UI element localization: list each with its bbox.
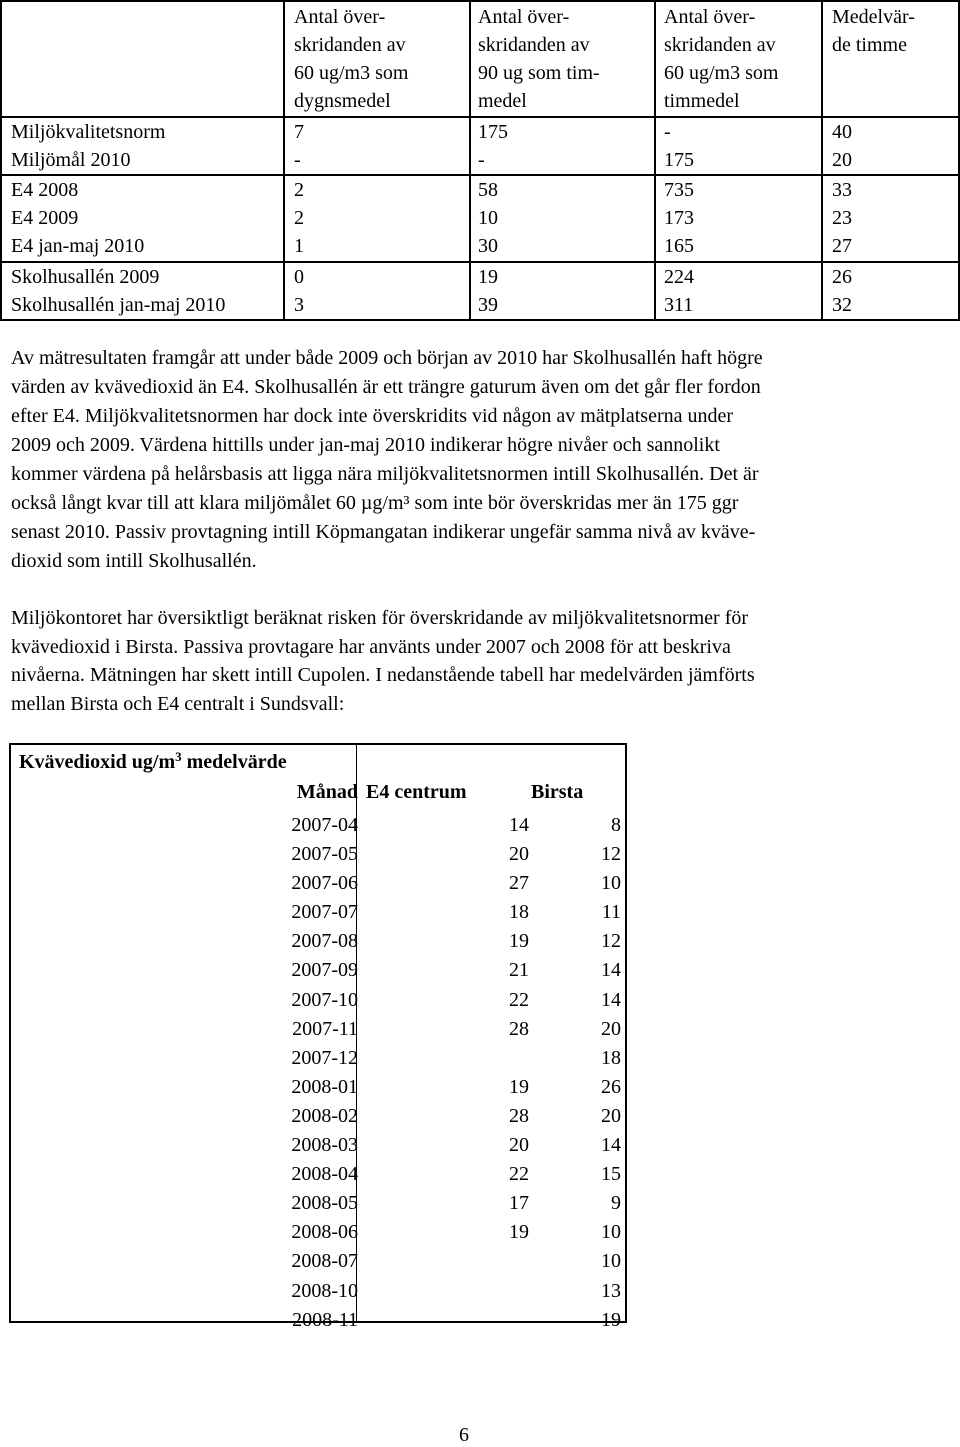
table-row bbox=[11, 956, 625, 985]
e4-value-cell: 20 bbox=[509, 843, 529, 866]
birsta-value-cell: 12 bbox=[601, 843, 621, 866]
month-cell: 2008-05 bbox=[291, 1192, 358, 1215]
table-row bbox=[11, 1102, 625, 1131]
month-cell: 2007-08 bbox=[291, 930, 358, 953]
month-cell: 2008-01 bbox=[291, 1075, 358, 1098]
table-row bbox=[11, 898, 625, 927]
month-cell: 2007-11 bbox=[292, 1017, 358, 1040]
table-cell: 224 bbox=[664, 266, 694, 288]
birsta-value-cell: 26 bbox=[601, 1075, 621, 1098]
table-cell: 19 bbox=[478, 266, 498, 288]
row-label: Skolhusallén 2009 bbox=[11, 266, 160, 288]
table-cell: 32 bbox=[832, 294, 852, 316]
month-cell: 2007-06 bbox=[291, 872, 358, 895]
table-cell: 0 bbox=[294, 266, 304, 288]
table-cell: 311 bbox=[664, 294, 694, 316]
column-divider bbox=[283, 0, 285, 320]
table-row bbox=[11, 1247, 625, 1276]
table-cell: 173 bbox=[664, 207, 694, 229]
month-cell: 2008-11 bbox=[292, 1308, 358, 1331]
birsta-value-cell: 9 bbox=[611, 1192, 621, 1215]
text-line: dioxid som intill Skolhusallén. bbox=[11, 550, 257, 572]
e4-value-cell: 22 bbox=[509, 988, 529, 1011]
table-border bbox=[0, 0, 2, 320]
e4-value-cell: 28 bbox=[509, 1017, 529, 1040]
birsta-value-cell: 10 bbox=[601, 872, 621, 895]
e4-value-cell: 20 bbox=[509, 1134, 529, 1157]
e4-value-cell: 28 bbox=[509, 1104, 529, 1127]
e4-value-cell: 18 bbox=[509, 901, 529, 924]
table-body bbox=[11, 811, 625, 1335]
table-cell: 3 bbox=[294, 294, 304, 316]
month-cell: 2007-10 bbox=[291, 988, 358, 1011]
birsta-value-cell: 13 bbox=[601, 1279, 621, 1302]
table-cell: 58 bbox=[478, 179, 498, 201]
month-cell: 2008-03 bbox=[291, 1134, 358, 1157]
text-line: kommer värdena på helårsbasis att ligga nära miljökvalitetsnormen intill Skolhusallén. Det är bbox=[11, 463, 759, 485]
table-cell: 23 bbox=[832, 207, 852, 229]
table-cell: 20 bbox=[832, 149, 852, 171]
monthly-no2-table bbox=[9, 743, 627, 1331]
table-row bbox=[11, 869, 625, 898]
page-number: 6 bbox=[459, 1424, 469, 1446]
column-divider bbox=[654, 0, 656, 320]
table-row bbox=[11, 927, 625, 956]
row-label: E4 2008 bbox=[11, 179, 79, 201]
table-row bbox=[11, 1044, 625, 1073]
month-cell: 2008-07 bbox=[291, 1250, 358, 1273]
month-cell: 2008-04 bbox=[291, 1163, 358, 1186]
table-cell: 7 bbox=[294, 121, 304, 143]
table-cell: 175 bbox=[664, 149, 694, 171]
e4-value-cell: 21 bbox=[509, 959, 529, 982]
text-line: 2009 och 2009. Värdena hittills under jan-maj 2010 indikerar högre nivåer och sannolikt bbox=[11, 434, 720, 456]
birsta-value-cell: 12 bbox=[601, 930, 621, 953]
column-header-month: Månad bbox=[296, 781, 358, 803]
e4-value-cell: 19 bbox=[509, 1075, 529, 1098]
table-cell: 30 bbox=[478, 235, 498, 257]
header-overshoot-60-hourly: Antal över- skridanden av 60 ug/m3 som timmedel bbox=[664, 6, 779, 112]
month-cell: 2007-09 bbox=[291, 959, 358, 982]
e4-value-cell: 14 bbox=[509, 814, 529, 836]
text-line: värden av kvävedioxid än E4. Skolhusallén är ett trängre gaturum även om det går fler fordon bbox=[11, 376, 761, 398]
table-cell: 39 bbox=[478, 294, 498, 316]
table-row bbox=[11, 1218, 625, 1247]
text-line: efter E4. Miljökvalitetsnormen har dock inte överskridits vid någon av mätplatserna under bbox=[11, 405, 734, 427]
birsta-value-cell: 14 bbox=[601, 988, 621, 1011]
table-row bbox=[11, 811, 625, 840]
row-label: Miljömål 2010 bbox=[11, 149, 131, 171]
header-mean-hour: Medelvär- de timme bbox=[832, 6, 915, 56]
table-cell: - bbox=[664, 121, 671, 143]
birsta-value-cell: 14 bbox=[601, 959, 621, 982]
month-cell: 2007-12 bbox=[291, 1046, 358, 1069]
table-row bbox=[11, 1277, 625, 1306]
month-cell: 2008-02 bbox=[291, 1104, 358, 1127]
e4-value-cell: 17 bbox=[509, 1192, 529, 1215]
table-cell: 2 bbox=[294, 179, 304, 201]
month-cell: 2007-07 bbox=[291, 901, 358, 924]
column-divider bbox=[469, 0, 471, 320]
month-cell: 2008-10 bbox=[291, 1279, 358, 1302]
month-cell: 2007-05 bbox=[291, 843, 358, 866]
month-cell: 2008-06 bbox=[291, 1221, 358, 1244]
text-line: nivåerna. Mätningen har skett intill Cupolen. I nedanstående tabell har medelvärden jämförts bbox=[11, 664, 755, 686]
table-cell: 735 bbox=[664, 179, 694, 201]
birsta-value-cell: 11 bbox=[601, 901, 621, 924]
table-cell: 2 bbox=[294, 207, 304, 229]
table-row bbox=[11, 1131, 625, 1160]
table-cell: 1 bbox=[294, 235, 304, 257]
birsta-value-cell: 10 bbox=[601, 1221, 621, 1244]
table-title: Kvävedioxid $ug/m^3$ medelvärde bbox=[19, 749, 287, 773]
column-header-e4-centrum: E4 centrum bbox=[366, 781, 467, 803]
table-cell: 175 bbox=[478, 121, 508, 143]
table-row bbox=[11, 1189, 625, 1218]
table-cell: - bbox=[294, 149, 301, 171]
text-line: också långt kvar till att klara miljömålet 60 µg/m³ som inte bör överskridas mer än 175 ggr bbox=[11, 492, 739, 514]
text-line: kvävedioxid i Birsta. Passiva provtagare har använts under 2007 och 2008 för att beskriva bbox=[11, 635, 731, 658]
e4-value-cell: 19 bbox=[509, 1221, 529, 1244]
row-label: E4 jan-maj 2010 bbox=[11, 235, 145, 257]
table-row bbox=[11, 1306, 625, 1335]
birsta-value-cell: 20 bbox=[601, 1104, 621, 1127]
text-line: mellan Birsta och E4 centralt i Sundsvall: bbox=[11, 692, 345, 715]
table-row bbox=[11, 1073, 625, 1102]
birsta-value-cell: 10 bbox=[601, 1250, 621, 1273]
text-line: Miljökontoret har översiktligt beräknat risken för överskridande av miljökvalitetsnormer för bbox=[11, 607, 749, 629]
birsta-value-cell: 15 bbox=[601, 1163, 621, 1186]
text-line: Av mätresultaten framgår att under både 2009 och början av 2010 har Skolhusallén haft högre bbox=[11, 347, 763, 369]
table-cell: - bbox=[478, 149, 485, 171]
birsta-value-cell: 19 bbox=[601, 1308, 621, 1331]
summary-table bbox=[0, 0, 960, 322]
birsta-value-cell: 14 bbox=[601, 1134, 621, 1157]
month-cell: 2007-04 bbox=[291, 814, 358, 836]
birsta-value-cell: 8 bbox=[611, 814, 621, 836]
table-cell: 40 bbox=[832, 121, 852, 143]
column-divider bbox=[821, 0, 823, 320]
e4-value-cell: 19 bbox=[509, 930, 529, 953]
table-row bbox=[11, 840, 625, 869]
birsta-value-cell: 20 bbox=[601, 1017, 621, 1040]
header-overshoot-90-hourly: Antal över- skridanden av 90 ug som tim- medel bbox=[478, 6, 600, 112]
table-row bbox=[11, 1160, 625, 1189]
table-row bbox=[11, 1015, 625, 1044]
row-label: Skolhusallén jan-maj 2010 bbox=[11, 294, 226, 316]
column-header-birsta: Birsta bbox=[531, 781, 584, 803]
table-cell: 33 bbox=[832, 179, 852, 201]
row-label: Miljökvalitetsnorm bbox=[11, 121, 166, 143]
row-label: E4 2009 bbox=[11, 207, 79, 229]
paragraph-birsta bbox=[11, 604, 951, 718]
e4-value-cell: 22 bbox=[509, 1163, 529, 1186]
table-cell: 26 bbox=[832, 266, 852, 288]
table-cell: 10 bbox=[478, 207, 498, 229]
table-cell: 27 bbox=[832, 235, 852, 257]
table-cell: 165 bbox=[664, 235, 694, 257]
e4-value-cell: 27 bbox=[509, 872, 529, 895]
table-border bbox=[0, 0, 960, 2]
birsta-value-cell: 18 bbox=[601, 1046, 621, 1069]
table-row bbox=[11, 986, 625, 1015]
header-overshoot-daily: Antal över- skridanden av 60 ug/m3 som dygnsmedel bbox=[294, 6, 409, 112]
paragraph-results bbox=[11, 344, 951, 576]
text-line: senast 2010. Passiv provtagning intill Köpmangatan indikerar ungefär samma nivå av kväve- bbox=[11, 521, 756, 543]
